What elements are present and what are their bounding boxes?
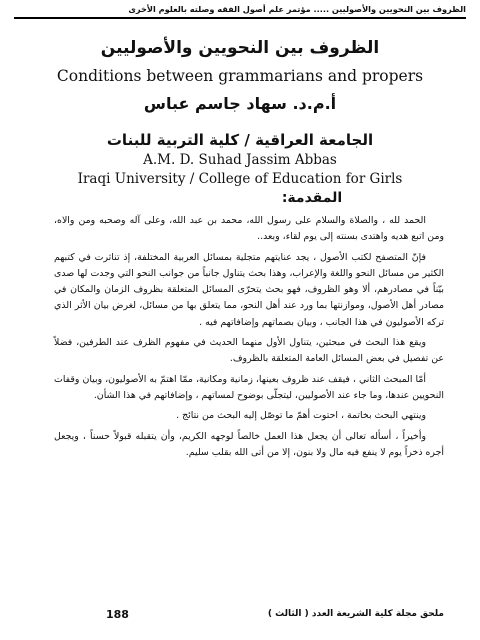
paragraph: الحمد لله ، والصلاة والسلام على رسول الله، محمد بن عبد الله، وعلى آله وصحبه ومن والاه، ومن اتبع هديه واهتدى بسنته إلى يوم لقاء، وبعد.. xyxy=(54,215,444,243)
affiliation-arabic: الجامعة العراقية / كلية التربية للبنات xyxy=(106,131,374,149)
page-footer xyxy=(54,608,444,624)
author-name-english: A.M. D. Suhad Jassim Abbas xyxy=(143,152,337,168)
paper-title-english: Conditions between grammarians and propers xyxy=(56,67,424,85)
section-heading-introduction: المقدمة: xyxy=(281,190,343,206)
paragraph: فإنّ المتصفح لكتب الأصول ، يجد عنايتهم متجلية بمسائل العربية المختلفة، إذ تناثرت في كتبهم الكثير من مسائل النحو واللغة والإعراب، وهذا بحث يتناول جانباً من جوانب النحو التي وجدت لها صدى بيّناً في مصادرهم، ألا وهو الظروف، فهو بحث يتحرّى المسائل المتعلقة بظروف الزمان والمكان في مصادر أهل الأصول، وموازنتها بما ورد عند أهل النحو، مما يتعلق بها من مسائل، لغرض بيان الأثر الذي تركه الأصوليون في هذا الجانب ، وبيان بصماتهم وإضافاتهم فيه . xyxy=(54,251,444,328)
paragraph: أمّا المبحث الثاني ، فيقف عند ظروف بعينها، زمانية ومكانية، ممّا اهتمّ به الأصوليون، وبيان وقفات النحويين عندها، وما جاء عند الأصوليين، ليتجلّى بوضوح لمساتهم ، وإضافاتهم في هذا الشأن. xyxy=(54,373,444,401)
paragraph: وينتهي البحث بخاتمة ، احتوت أهمّ ما توصّل إليه البحث من نتائج . xyxy=(176,410,426,422)
page-number: 188 xyxy=(106,608,129,621)
paragraph: وأخيراً ، أسأله تعالى أن يجعل هذا العمل خالصاً لوجهه الكريم، وأن يتقبله قبولاً حسناً ، ويجعل أجره ذخراً يوم لا ينفع فيه مال ولا بنون، إلا من أتى الله بقلب سليم. xyxy=(54,430,444,458)
paper-title-arabic: الظروف بين النحويين والأصوليين xyxy=(100,38,380,58)
affiliation-english: Iraqi University / College of Education for Girls xyxy=(77,171,403,187)
running-header: الظروف بين النحويين والأصوليين ..... مؤتمر علم أصول الفقه وصلته بالعلوم الأخرى xyxy=(14,4,466,19)
journal-title: ملحق مجلة كلية الشريعة العدد ( الثالث ) xyxy=(267,609,444,619)
author-name-arabic: أ.م.د. سهاد جاسم عباس xyxy=(143,94,337,113)
introduction-body xyxy=(54,213,444,465)
paragraph: ويقع هذا البحث في مبحثين، يتناول الأول منهما الحديث في مفهوم الظرف عند الطرفين، فضلاً عن تفصيل في بعض المسائل العامة المتعلقة بالظروف. xyxy=(54,337,444,365)
